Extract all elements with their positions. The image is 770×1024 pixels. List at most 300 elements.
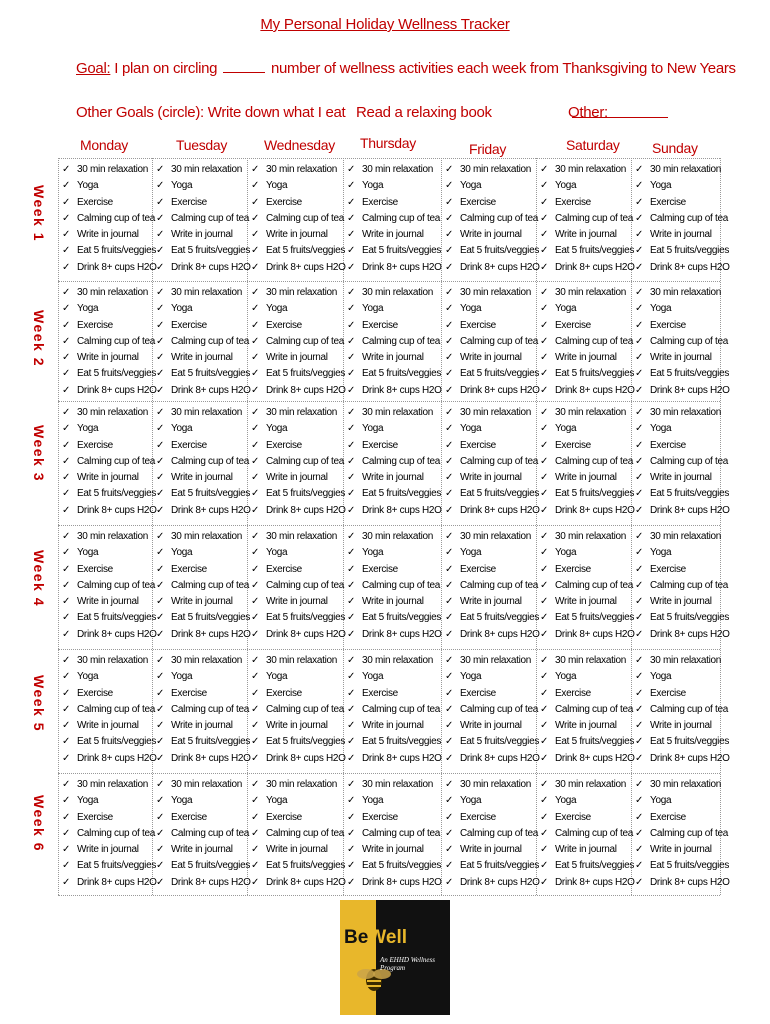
check-icon: ✓: [347, 628, 356, 640]
check-icon: ✓: [445, 655, 454, 666]
check-icon: ✓: [540, 687, 549, 699]
check-icon: ✓: [445, 407, 454, 418]
check-icon: ✓: [62, 547, 71, 559]
check-icon: ✓: [445, 736, 454, 748]
activity-label: Exercise: [362, 319, 398, 331]
check-icon: ✓: [445, 261, 454, 273]
check-icon: ✓: [347, 455, 356, 467]
check-icon: ✓: [62, 596, 71, 608]
check-icon: ✓: [635, 779, 644, 790]
activity-label: Yoga: [77, 795, 99, 807]
activity-label: Eat 5 fruits/veggies: [77, 368, 157, 380]
activity-label: 30 min relaxation: [171, 407, 243, 418]
check-icon: ✓: [540, 319, 549, 331]
check-icon: ✓: [251, 245, 260, 257]
check-icon: ✓: [445, 504, 454, 516]
check-icon: ✓: [156, 736, 165, 748]
activity-label: Exercise: [266, 319, 302, 331]
activity-label: 30 min relaxation: [650, 164, 722, 175]
check-icon: ✓: [156, 504, 165, 516]
activity-label: Yoga: [650, 795, 672, 807]
activity-label: 30 min relaxation: [362, 164, 434, 175]
check-icon: ✓: [62, 671, 71, 683]
check-icon: ✓: [540, 779, 549, 790]
activity-label: Drink 8+ cups H2O: [555, 876, 635, 888]
activity-label: Yoga: [460, 671, 482, 683]
check-icon: ✓: [62, 335, 71, 347]
activity-label: Drink 8+ cups H2O: [460, 384, 540, 396]
check-icon: ✓: [156, 720, 165, 732]
check-icon: ✓: [540, 335, 549, 347]
check-icon: ✓: [445, 779, 454, 790]
logo-well: Well: [368, 927, 408, 948]
activity-label: Eat 5 fruits/veggies: [460, 368, 540, 380]
check-icon: ✓: [540, 876, 549, 888]
grid-row-divider: [58, 895, 720, 896]
check-icon: ✓: [540, 245, 549, 257]
check-icon: ✓: [251, 720, 260, 732]
activity-label: Exercise: [171, 811, 207, 823]
activity-label: Calming cup of tea: [555, 827, 633, 839]
check-icon: ✓: [156, 368, 165, 380]
read-book-goal[interactable]: Read a relaxing book: [356, 104, 492, 121]
activity-label: Drink 8+ cups H2O: [362, 876, 442, 888]
activity-label: Eat 5 fruits/veggies: [171, 736, 251, 748]
check-icon: ✓: [156, 596, 165, 608]
activity-label: Drink 8+ cups H2O: [362, 628, 442, 640]
check-icon: ✓: [251, 655, 260, 666]
check-icon: ✓: [445, 628, 454, 640]
check-icon: ✓: [62, 488, 71, 500]
check-icon: ✓: [347, 860, 356, 872]
check-icon: ✓: [540, 212, 549, 224]
activity-label: Drink 8+ cups H2O: [171, 752, 251, 764]
activity-label: Eat 5 fruits/veggies: [77, 488, 157, 500]
check-icon: ✓: [251, 795, 260, 807]
activity-label: Eat 5 fruits/veggies: [77, 612, 157, 624]
check-icon: ✓: [156, 579, 165, 591]
week-label-4: Week 4: [31, 550, 47, 607]
activity-label: Calming cup of tea: [555, 335, 633, 347]
activity-label: Drink 8+ cups H2O: [77, 384, 157, 396]
check-icon: ✓: [635, 212, 644, 224]
check-icon: ✓: [635, 596, 644, 608]
check-icon: ✓: [62, 261, 71, 273]
check-icon: ✓: [62, 827, 71, 839]
check-icon: ✓: [62, 876, 71, 888]
activity-label: 30 min relaxation: [171, 655, 243, 666]
activity-label: Exercise: [77, 811, 113, 823]
check-icon: ✓: [251, 504, 260, 516]
check-icon: ✓: [251, 384, 260, 396]
other-goal-blank[interactable]: [572, 104, 668, 118]
activity-label: Drink 8+ cups H2O: [555, 384, 635, 396]
check-icon: ✓: [540, 384, 549, 396]
check-icon: ✓: [540, 472, 549, 484]
check-icon: ✓: [347, 212, 356, 224]
activity-label: Calming cup of tea: [171, 827, 249, 839]
check-icon: ✓: [251, 261, 260, 273]
activity-label: Yoga: [650, 423, 672, 435]
check-icon: ✓: [445, 439, 454, 451]
check-icon: ✓: [445, 612, 454, 624]
activity-label: Write in journal: [555, 596, 617, 608]
activity-label: Calming cup of tea: [266, 827, 344, 839]
activity-label: Write in journal: [650, 472, 712, 484]
activity-label: Drink 8+ cups H2O: [266, 628, 346, 640]
check-icon: ✓: [62, 795, 71, 807]
activity-label: Exercise: [266, 439, 302, 451]
activity-label: Calming cup of tea: [555, 703, 633, 715]
check-icon: ✓: [251, 671, 260, 683]
check-icon: ✓: [540, 196, 549, 208]
activity-label: Write in journal: [266, 596, 328, 608]
activity-label: Calming cup of tea: [266, 335, 344, 347]
check-icon: ✓: [347, 439, 356, 451]
check-icon: ✓: [635, 423, 644, 435]
check-icon: ✓: [62, 504, 71, 516]
check-icon: ✓: [635, 876, 644, 888]
check-icon: ✓: [445, 368, 454, 380]
check-icon: ✓: [347, 736, 356, 748]
check-icon: ✓: [251, 736, 260, 748]
grid-row-divider: [58, 525, 720, 526]
activity-label: Eat 5 fruits/veggies: [171, 368, 251, 380]
check-icon: ✓: [62, 423, 71, 435]
check-icon: ✓: [445, 212, 454, 224]
activity-label: Calming cup of tea: [77, 455, 155, 467]
check-icon: ✓: [251, 368, 260, 380]
check-icon: ✓: [156, 860, 165, 872]
activity-label: Calming cup of tea: [77, 703, 155, 715]
grid-row-divider: [58, 281, 720, 282]
activity-label: Yoga: [77, 180, 99, 192]
check-icon: ✓: [347, 531, 356, 542]
activity-label: Write in journal: [171, 229, 233, 241]
check-icon: ✓: [347, 504, 356, 516]
other-goal-label: Other:: [568, 104, 608, 121]
activity-label: Exercise: [650, 687, 686, 699]
check-icon: ✓: [635, 319, 644, 331]
check-icon: ✓: [62, 439, 71, 451]
check-icon: ✓: [347, 703, 356, 715]
activity-label: Write in journal: [171, 844, 233, 856]
check-icon: ✓: [635, 720, 644, 732]
check-icon: ✓: [635, 547, 644, 559]
check-icon: ✓: [251, 472, 260, 484]
activity-label: Yoga: [266, 423, 288, 435]
check-icon: ✓: [156, 423, 165, 435]
check-icon: ✓: [347, 876, 356, 888]
day-header-thursday: Thursday: [360, 135, 416, 151]
activity-label: Exercise: [77, 563, 113, 575]
activity-label: Calming cup of tea: [77, 579, 155, 591]
activity-label: Calming cup of tea: [460, 335, 538, 347]
activity-label: Drink 8+ cups H2O: [362, 504, 442, 516]
check-icon: ✓: [635, 703, 644, 715]
activity-label: Eat 5 fruits/veggies: [650, 245, 730, 257]
activity-label: Calming cup of tea: [266, 212, 344, 224]
check-icon: ✓: [251, 531, 260, 542]
check-icon: ✓: [156, 212, 165, 224]
check-icon: ✓: [62, 579, 71, 591]
activity-label: Exercise: [555, 687, 591, 699]
check-icon: ✓: [445, 876, 454, 888]
check-icon: ✓: [540, 612, 549, 624]
activity-label: 30 min relaxation: [77, 407, 149, 418]
check-icon: ✓: [540, 407, 549, 418]
activity-label: Eat 5 fruits/veggies: [266, 488, 346, 500]
day-header-saturday: Saturday: [566, 137, 620, 153]
bewell-logo: [340, 900, 450, 1015]
check-icon: ✓: [62, 687, 71, 699]
check-icon: ✓: [347, 811, 356, 823]
check-icon: ✓: [540, 795, 549, 807]
check-icon: ✓: [62, 407, 71, 418]
check-icon: ✓: [347, 547, 356, 559]
activity-label: Eat 5 fruits/veggies: [650, 612, 730, 624]
check-icon: ✓: [156, 335, 165, 347]
check-icon: ✓: [347, 180, 356, 192]
activity-label: Write in journal: [77, 352, 139, 364]
activity-label: Yoga: [362, 423, 384, 435]
check-icon: ✓: [156, 811, 165, 823]
check-icon: ✓: [251, 455, 260, 467]
activity-label: Write in journal: [171, 472, 233, 484]
check-icon: ✓: [156, 455, 165, 467]
check-icon: ✓: [635, 579, 644, 591]
check-icon: ✓: [251, 844, 260, 856]
activity-label: Write in journal: [362, 720, 424, 732]
check-icon: ✓: [156, 488, 165, 500]
logo-be: Be: [344, 927, 369, 948]
activity-label: Write in journal: [171, 596, 233, 608]
activity-label: Eat 5 fruits/veggies: [460, 736, 540, 748]
check-icon: ✓: [347, 488, 356, 500]
activity-label: 30 min relaxation: [650, 779, 722, 790]
check-icon: ✓: [445, 335, 454, 347]
activity-label: Yoga: [77, 303, 99, 315]
check-icon: ✓: [62, 628, 71, 640]
activity-label: Exercise: [266, 687, 302, 699]
activity-label: Write in journal: [650, 596, 712, 608]
activity-label: Eat 5 fruits/veggies: [362, 488, 442, 500]
check-icon: ✓: [156, 384, 165, 396]
day-header-sunday: Sunday: [652, 140, 698, 156]
activity-label: Write in journal: [460, 844, 522, 856]
activity-label: 30 min relaxation: [77, 779, 149, 790]
check-icon: ✓: [156, 671, 165, 683]
other-goals-label[interactable]: Other Goals (circle): Write down what I eat: [76, 104, 346, 121]
activity-label: Exercise: [460, 687, 496, 699]
check-icon: ✓: [445, 703, 454, 715]
activity-label: Calming cup of tea: [460, 455, 538, 467]
grid-row-divider: [58, 401, 720, 402]
activity-label: Yoga: [171, 795, 193, 807]
activity-label: Drink 8+ cups H2O: [460, 876, 540, 888]
activity-label: Calming cup of tea: [362, 335, 440, 347]
activity-label: Exercise: [555, 811, 591, 823]
check-icon: ✓: [445, 245, 454, 257]
activity-label: 30 min relaxation: [171, 287, 243, 298]
grid-row-divider: [58, 649, 720, 650]
activity-label: Exercise: [650, 319, 686, 331]
grid-row-divider: [58, 773, 720, 774]
activity-label: Drink 8+ cups H2O: [650, 628, 730, 640]
activity-label: Calming cup of tea: [266, 455, 344, 467]
check-icon: ✓: [156, 352, 165, 364]
activity-label: Yoga: [460, 547, 482, 559]
check-icon: ✓: [347, 795, 356, 807]
activity-label: 30 min relaxation: [266, 655, 338, 666]
check-icon: ✓: [251, 579, 260, 591]
check-icon: ✓: [540, 455, 549, 467]
activity-label: Eat 5 fruits/veggies: [266, 612, 346, 624]
activity-label: Exercise: [77, 439, 113, 451]
check-icon: ✓: [635, 180, 644, 192]
check-icon: ✓: [445, 472, 454, 484]
check-icon: ✓: [540, 287, 549, 298]
activity-label: Eat 5 fruits/veggies: [77, 245, 157, 257]
activity-label: Exercise: [460, 563, 496, 575]
activity-label: Calming cup of tea: [362, 455, 440, 467]
activity-label: 30 min relaxation: [650, 407, 722, 418]
check-icon: ✓: [62, 655, 71, 666]
activity-label: 30 min relaxation: [650, 531, 722, 542]
check-icon: ✓: [445, 488, 454, 500]
check-icon: ✓: [62, 368, 71, 380]
activity-label: Calming cup of tea: [362, 703, 440, 715]
activity-label: Write in journal: [555, 844, 617, 856]
activity-label: Drink 8+ cups H2O: [266, 876, 346, 888]
check-icon: ✓: [635, 628, 644, 640]
activity-label: Calming cup of tea: [460, 703, 538, 715]
check-icon: ✓: [635, 407, 644, 418]
activity-label: Yoga: [77, 547, 99, 559]
check-icon: ✓: [156, 779, 165, 790]
check-icon: ✓: [62, 229, 71, 241]
check-icon: ✓: [347, 287, 356, 298]
check-icon: ✓: [156, 547, 165, 559]
check-icon: ✓: [62, 245, 71, 257]
check-icon: ✓: [347, 196, 356, 208]
activity-label: Drink 8+ cups H2O: [171, 876, 251, 888]
activity-label: Drink 8+ cups H2O: [77, 504, 157, 516]
activity-label: Exercise: [555, 319, 591, 331]
activity-label: 30 min relaxation: [650, 287, 722, 298]
activity-label: 30 min relaxation: [362, 287, 434, 298]
activity-label: Drink 8+ cups H2O: [460, 261, 540, 273]
activity-label: 30 min relaxation: [460, 655, 532, 666]
check-icon: ✓: [540, 844, 549, 856]
activity-label: Yoga: [555, 180, 577, 192]
check-icon: ✓: [445, 303, 454, 315]
activity-label: Exercise: [362, 563, 398, 575]
check-icon: ✓: [347, 612, 356, 624]
goal-label: Goal:: [76, 60, 111, 77]
activity-label: Eat 5 fruits/veggies: [266, 860, 346, 872]
check-icon: ✓: [251, 180, 260, 192]
activity-label: Write in journal: [555, 229, 617, 241]
week-label-6: Week 6: [31, 795, 47, 852]
activity-label: Write in journal: [650, 229, 712, 241]
check-icon: ✓: [62, 287, 71, 298]
activity-label: Calming cup of tea: [362, 212, 440, 224]
activity-label: Calming cup of tea: [77, 335, 155, 347]
activity-label: Drink 8+ cups H2O: [555, 504, 635, 516]
check-icon: ✓: [635, 671, 644, 683]
check-icon: ✓: [156, 472, 165, 484]
activity-label: Exercise: [266, 811, 302, 823]
check-icon: ✓: [251, 303, 260, 315]
check-icon: ✓: [445, 229, 454, 241]
check-icon: ✓: [347, 827, 356, 839]
check-icon: ✓: [445, 196, 454, 208]
activity-label: Calming cup of tea: [171, 335, 249, 347]
activity-label: 30 min relaxation: [362, 655, 434, 666]
activity-label: Calming cup of tea: [362, 579, 440, 591]
activity-label: Eat 5 fruits/veggies: [362, 245, 442, 257]
page-title: My Personal Holiday Wellness Tracker: [260, 16, 510, 33]
activity-label: 30 min relaxation: [650, 655, 722, 666]
activity-label: Drink 8+ cups H2O: [555, 261, 635, 273]
check-icon: ✓: [540, 752, 549, 764]
check-icon: ✓: [156, 180, 165, 192]
activity-label: Exercise: [362, 811, 398, 823]
check-icon: ✓: [62, 455, 71, 467]
activity-label: Drink 8+ cups H2O: [650, 504, 730, 516]
goal-blank[interactable]: [223, 60, 265, 73]
check-icon: ✓: [635, 612, 644, 624]
activity-label: 30 min relaxation: [266, 164, 338, 175]
check-icon: ✓: [347, 752, 356, 764]
activity-label: Exercise: [555, 196, 591, 208]
activity-label: Yoga: [266, 303, 288, 315]
check-icon: ✓: [635, 384, 644, 396]
check-icon: ✓: [635, 827, 644, 839]
check-icon: ✓: [445, 795, 454, 807]
activity-label: Drink 8+ cups H2O: [171, 384, 251, 396]
activity-label: Write in journal: [362, 596, 424, 608]
activity-label: Yoga: [266, 795, 288, 807]
check-icon: ✓: [635, 563, 644, 575]
grid-row-divider: [58, 158, 720, 159]
check-icon: ✓: [635, 455, 644, 467]
check-icon: ✓: [347, 563, 356, 575]
activity-label: Exercise: [650, 196, 686, 208]
day-header-friday: Friday: [469, 141, 507, 157]
activity-label: Yoga: [362, 303, 384, 315]
activity-label: Eat 5 fruits/veggies: [362, 860, 442, 872]
activity-label: Exercise: [460, 439, 496, 451]
activity-label: Eat 5 fruits/veggies: [362, 612, 442, 624]
check-icon: ✓: [540, 423, 549, 435]
activity-label: Exercise: [362, 439, 398, 451]
activity-label: Calming cup of tea: [555, 212, 633, 224]
activity-label: Exercise: [650, 439, 686, 451]
check-icon: ✓: [445, 596, 454, 608]
activity-label: 30 min relaxation: [77, 531, 149, 542]
check-icon: ✓: [635, 860, 644, 872]
activity-label: Exercise: [171, 439, 207, 451]
check-icon: ✓: [635, 245, 644, 257]
activity-label: Exercise: [460, 196, 496, 208]
activity-label: Calming cup of tea: [77, 212, 155, 224]
activity-label: Eat 5 fruits/veggies: [77, 860, 157, 872]
activity-label: Eat 5 fruits/veggies: [460, 860, 540, 872]
check-icon: ✓: [251, 407, 260, 418]
activity-label: Yoga: [650, 671, 672, 683]
